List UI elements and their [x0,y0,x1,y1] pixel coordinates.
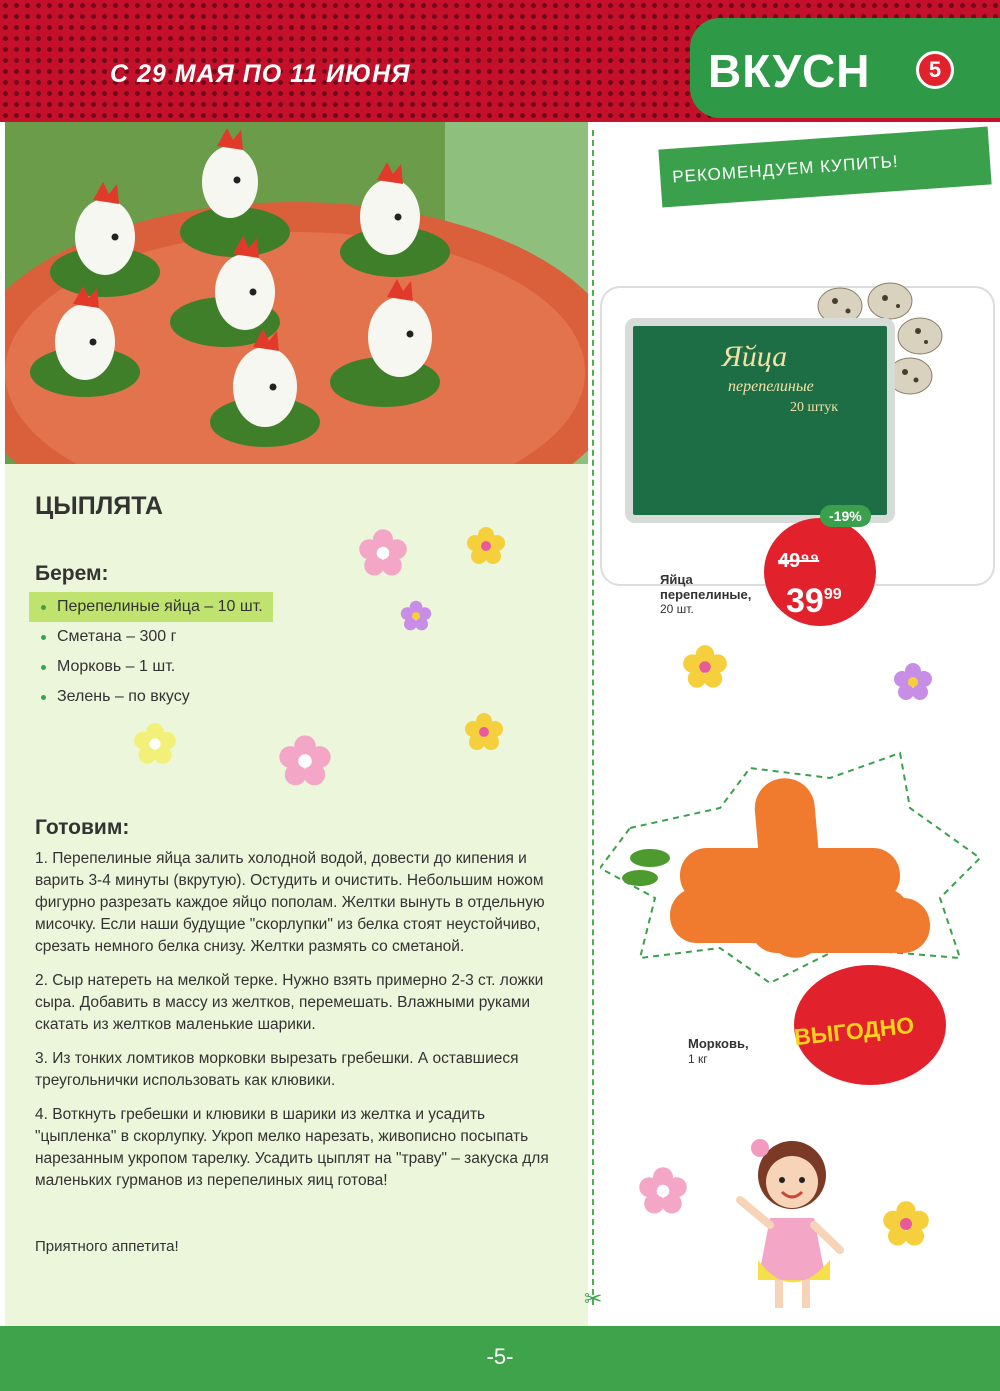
step-2: 2. Сыр натереть на мелкой терке. Нужно взять примерно 2-3 ст. ложки сыра. Добавить в массу из желтков, перемешать. Влажными руками скатать из желтков маленькие шарики. [35,972,544,1033]
carrot-quantity: 1 кг [688,1052,708,1066]
steps-heading: Готовим: [35,816,130,839]
dish-photo [5,122,588,464]
quail-egg-chicks-illustration [5,122,588,464]
eggs-quantity: 20 шт. [660,602,694,616]
price-main: 39 [786,582,824,620]
light-yellow-flower-icon [133,722,177,766]
purple-flower-icon [893,662,933,702]
cut-line-divider [592,130,594,1305]
ingredients-list [29,592,273,712]
package-title: Яйца [722,340,788,373]
page-number: -5- [486,1344,514,1369]
pink-flower-icon [358,528,408,578]
recipe-panel [5,464,588,1326]
pink-flower-icon [638,1166,688,1216]
scissors-icon: ✂ [584,1286,603,1311]
discount-badge: -19% [820,505,871,527]
old-price: 49⁹⁹ [778,550,820,572]
steps-list [35,848,560,1204]
ingredient-carrot: Морковь – 1 шт. [29,652,273,682]
purple-flower-icon [400,600,432,632]
product-name-line: перепелиные, [660,587,752,602]
deal-label: ВЫГОДНО [792,1011,916,1051]
header-band [0,0,1000,122]
brand-name: ВКУСН [708,45,871,97]
yellow-flower-icon [682,644,728,690]
step-1: 1. Перепелиные яйца залить холодной водой, довести до кипения и варить 3-4 минуты (вкрутую). Остудить и очистить. Небольшим ножом фигурно разрезать каждое яйцо пополам. Желтки вынуть в отдельную мисочку. Если наши будущие "скорлупки" из белка стоят неустойчиво, срезать немного белка снизу. Желтки размять со сметаной. [35,850,545,955]
carrot-product-image [600,748,985,983]
ingredient-quail-eggs: Перепелиные яйца – 10 шт. [29,592,273,622]
ingredients-heading: Берем: [35,562,109,585]
package-subtitle: перепелиные [728,378,814,395]
step-4: 4. Воткнуть гребешки и клювики в шарики из желтка и усадить "цыпленка" в скорлупку. Укроп мелко нарезать, живописно посыпать нарезанным укропом тарелку. Усадить цыплят на "траву" – закуска для маленьких гурманов из перепелиных яиц готова! [35,1106,549,1189]
footer-band [0,1326,1000,1391]
ingredient-greens: Зелень – по вкусу [29,682,273,712]
yellow-flower-icon [882,1200,930,1248]
list-item [29,592,273,622]
carrot-product-name: Морковь, [688,1036,749,1051]
cartoon-girl-illustration [730,1130,860,1315]
yellow-flower-icon [464,712,504,752]
price-cents: 99 [823,586,842,603]
promo-date-range: С 29 МАЯ ПО 11 ИЮНЯ [110,60,411,88]
package-count: 20 штук [790,400,839,415]
recipe-title: ЦЫПЛЯТА [35,492,163,520]
pyaterochka-logo-icon: 5 [916,51,954,89]
closing-text: Приятного аппетита! [35,1238,179,1255]
new-price [786,582,842,621]
pink-flower-icon [278,734,332,788]
ingredient-sour-cream: Сметана – 300 г [29,622,273,652]
step-3: 3. Из тонких ломтиков морковки вырезать гребешки. А оставшиеся треугольнички использовать как клювики. [35,1050,519,1089]
brand-block [690,18,1000,118]
recommend-banner: РЕКОМЕНДУЕМ КУПИТЬ! [658,127,991,208]
product-name-line: Яйца [660,572,693,587]
eggs-product-name [660,572,751,602]
yellow-flower-icon [466,526,506,566]
